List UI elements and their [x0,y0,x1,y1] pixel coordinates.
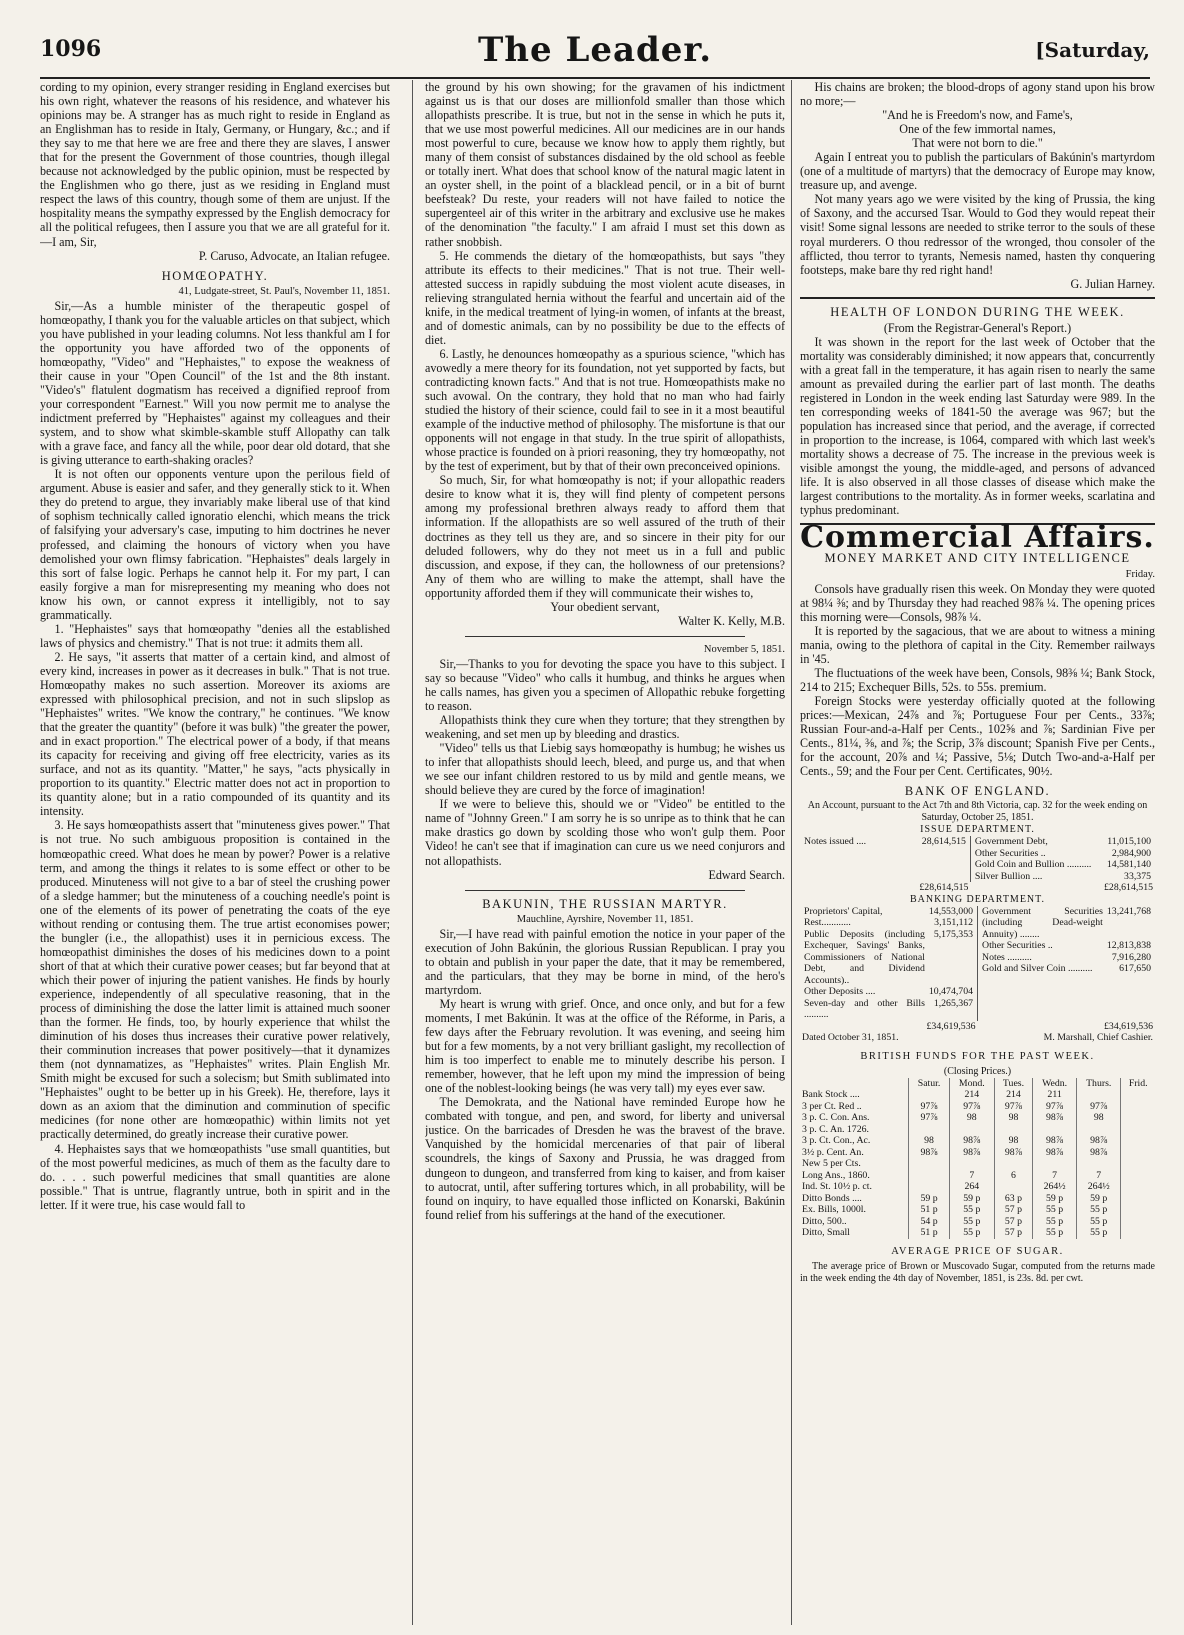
bank-signature-row [800,1032,1155,1044]
table-cell [1121,1204,1155,1216]
section-divider [800,297,1155,299]
table-row [800,1124,1155,1136]
table-cell: 59 p [1033,1193,1077,1205]
table-cell [1121,1193,1155,1205]
homeopathy-paragraph: It is not often our opponents venture upon the perilous field of argument. Abuse is easier and safer, and they generally stick to it. When they do pretend to argue, they invariably make liberal use of that kind of sophism technically called ignoratio elenchi, which means the trick of falsifying your adversary's case, imputing to him doctrines he never professed, and claiming the honours of victory when you have demolished your own flimsy fabrication. "Hephaistes" deals largely in this sort of false logic. Perhaps he cannot help it. For my part, I can easily forgive a man for misrepresenting my meaning who does not know his own, or cannot express it intelligibly, not to say grammatically. [40,467,390,622]
kelly-closing: Your obedient servant, [550,599,660,614]
search-signature: Edward Search. [708,867,785,882]
table-cell: 7 [1033,1170,1077,1182]
table-header-row [800,1078,1155,1090]
column-header [800,1078,909,1090]
table-cell: 7 [1077,1170,1121,1182]
table-row [800,1135,1155,1147]
british-funds-table [800,1078,1155,1239]
table-row [800,1158,1155,1170]
table-cell: 98⅞ [1077,1147,1121,1159]
table-cell: 3 p. C. An. 1726. [802,1123,869,1135]
table-cell: 211 [1033,1089,1077,1101]
table-cell: 55 p [949,1216,994,1228]
table-cell: Government Securities (including Dead-weight Annuity) ........ [982,905,1103,940]
masthead-title: The Leader. [477,30,713,70]
table-cell: 33,375 [1124,870,1151,882]
search-paragraph: Sir,—Thanks to you for devoting the space you have to this subject. I say so because "Video" who calls it humbug, and thinks he argues when he calls names, has given you a specimen of Allopathic rebuke forgetting to reason. [425,656,785,714]
table-cell: Bank Stock .... [802,1089,860,1101]
table-cell: 55 p [1077,1204,1121,1216]
table-cell [1121,1124,1155,1136]
column-header: Satur. [909,1078,949,1090]
table-cell [994,1158,1032,1170]
table-row [802,906,975,918]
table-cell: 10,474,704 [928,986,973,998]
health-paragraph: It was shown in the report for the last week of October that the mortality was considerably diminished; it now appears that, concurrently with a great fall in the temperature, it has again risen to nearly the same amount as prevailed during the earlier part of last month. The deaths registered in London in the week ending last Saturday were 989. In the ten corresponding weeks of 1841-50 the average was 967; but the population has increased since that period, and the average, if corrected in proportion to the increase, is 1064, compared with which last week's mortality shows a decrease of 75. The increase in the previous week is visible amongst the young, the middle-aged, and persons of advanced life. It is also observed in all those classes of disease which make the largest contributions to the mortality. As in former weeks, scarlatina and typhus predominant. [800,334,1155,518]
table-cell: 97⅞ [909,1112,949,1124]
table-cell: Silver Bullion .... [974,870,1043,882]
harney-signature: G. Julian Harney. [1070,276,1155,291]
bakunin-continued: His chains are broken; the blood-drops of agony stand upon his brow no more;— [800,80,1155,109]
column-header: Thurs. [1077,1078,1121,1090]
table-cell: Gold Coin and Bullion .......... [974,859,1092,871]
table-cell: 7 [949,1170,994,1182]
table-cell: 11,015,100 [1107,836,1151,848]
table-cell: 214 [949,1089,994,1101]
money-market-day: Friday. [1125,568,1155,580]
table-cell: 1,265,367 [933,997,973,1009]
bakunin-paragraph: Sir,—I have read with painful emotion the notice in your paper of the execution of John Bakúnin, the glorious Russian Republican. I pray you to obtain and publish in your paper the date, that it may be remembered, and the particulars, that they may be borne in mind, of the hero's martyrdom. [425,926,785,997]
money-market-heading: MONEY MARKET AND CITY INTELLIGENCE [824,551,1131,566]
table-cell: 6 [994,1170,1032,1182]
money-paragraph: Consols have gradually risen this week. On Monday they were quoted at 98¼ ⅜; and by Thursday they had reached 98⅞ ¼. The opening prices this morning were—Consols, 98⅞ ¼. [800,581,1155,624]
table-cell: 264½ [1033,1181,1077,1193]
bank-cashier-signature: M. Marshall, Chief Cashier. [1043,1032,1153,1044]
kelly-paragraph: the ground by his own showing; for the gravamen of his indictment against us is that our doses are millionfold smaller than those which allopathists prescribe. It is true, but not in the sense in which he puts it, that we use most powerful medicines. All our medicines are in our hands most powerful to cure, because we know how to apply them rightly, but many of them consist of substances disdained by the old school as feeble or totally inert. What does that school know of the natural magic latent in an oyster shell, in the point of a blacklead pencil, or in a bit of burnt beefsteak? Du reste, your readers will not have failed to notice the supergenteel air of this writer in the arbitrary and exclusive use he makes of the denomination "the faculty." I am afraid I must set this down as rather snobbish. [425,80,785,249]
table-cell [1121,1216,1155,1228]
table-cell: 59 p [909,1193,949,1205]
table-cell: Other Deposits .... [804,986,876,998]
table-row [973,871,1153,883]
table-cell: Proprietors' Capital, [804,905,883,917]
table-cell: 98⅞ [1033,1147,1077,1159]
table-cell: 98 [994,1112,1032,1124]
table-cell: Gold and Silver Coin .......... [982,963,1093,975]
table-cell: 98⅞ [1033,1112,1077,1124]
table-cell: 28,614,515 [921,836,966,848]
search-paragraph: Allopathists think they cure when they torture; that they strengthen by weakening, and set men up by bleeding and drastics. [425,713,785,742]
money-paragraph: Foreign Stocks were yesterday officially quoted at the following prices:—Mexican, 24⅞ and ⅞; Portuguese Four per Cents., 33⅞; Russian Four-and-a-Half per Cents., 102⅝ and ⅞; Sardinian Five per Cents., 81¼, ⅜, and ⅞; the Scrip, 3⅞ discount; Spanish Five per Cents., for the account, 20⅞ and ¼; Passive, 5⅛; Dutch Two-and-a-Half per Cents., 59; and the Four per Cent. Certificates, 90½. [800,693,1155,779]
table-cell: Ex. Bills, 1000l. [802,1204,866,1216]
table-cell [1033,1124,1077,1136]
banking-department-table [800,906,1155,1033]
table-cell: 55 p [949,1204,994,1216]
bakunin-paragraph: Not many years ago we were visited by the king of Prussia, the king of Saxony, and the accursed Tsar. Would to God they would repeat their visit! Some signal lessons are needed to strike terror to the souls of these royal murderers. O thou redressor of the wronged, thou consoler of the afflicted, thou terror to tyrants, Nemesis named, hasten thy conquering footsteps, make bare thy red right hand! [800,192,1155,277]
table-cell [1077,1158,1121,1170]
bakunin-paragraph: Again I entreat you to publish the particulars of Bakúnin's martyrdom (one of a multitude of martyrs) that the democracy of Europe may know, treasure up, and avenge. [800,150,1155,193]
table-cell [1077,1124,1121,1136]
table-cell: 5,175,353 [933,928,973,940]
header-rule [40,77,1150,79]
table-cell [1121,1135,1155,1147]
table-row [800,1193,1155,1205]
table-cell: 617,650 [1119,963,1151,975]
table-row [973,836,1153,848]
table-cell: Seven-day and other Bills .......... [804,997,925,1021]
table-cell [1121,1181,1155,1193]
table-cell: 59 p [1077,1193,1121,1205]
column-header: Mond. [949,1078,994,1090]
table-row [800,1204,1155,1216]
table-row [802,836,968,848]
bakunin-paragraph: The Demokrata, and the National have reminded Europe how he combated with tongue, and pen, and sword, for liberty and universal justice. On the barricades of Dresden he was the bravest of the brave. Vanquished by the homicidal mercenaries of that pair of liberal scoundrels, the kings of Saxony and Prussia, he was dragged from dungeon to dungeon, and transferred from king to kaiser, and from kaiser to autocrat, until, after suffering tortures which, in all probability, will be found on inquiry, to have equalled those inflicted on Konarski, Bakúnin found relief from his sufferings at the hand of the executioner. [425,1095,785,1222]
homeopathy-paragraph: 4. Hephaistes says that we homœopathists "use small quantities, but of the most powerful medicines, as much of them as the faculty dare to do. . . . such powerful medicines that small quantities are alone possible." That is untrue, flagrantly untrue, both in spirit and in the letter. If it were true, his case would fall to [40,1141,390,1212]
table-cell: 54 p [909,1216,949,1228]
table-cell: 3 p. Ct. Con., Ac. [802,1135,871,1147]
table-cell: 63 p [994,1193,1032,1205]
caruso-signature: P. Caruso, Advocate, an Italian refugee. [198,248,390,263]
kelly-paragraph: 6. Lastly, he denounces homœopathy as a spurious science, "which has avowedly a mere theory for its foundation, not yet supported by facts, but contradicting known facts." And that is not true. Homœopathists make no such avowal. On the contrary, they hold that no man who had fairly studied the history of their science, could fail to see in it a most beautiful example of the inductive method of philosophy. The misfortune is that our opponents will not engage in that study. In the true spirit of allopathists, whose practice is founded on à priori reasoning, they try homœopathy, not by the test of experiment, but by that of their own preconceived opinions. [425,346,785,474]
table-cell: 98 [994,1135,1032,1147]
column-left [40,80,390,1620]
table-cell: Long Ans., 1860. [802,1169,870,1181]
table-cell: Notes issued .... [804,836,867,848]
bakunin-paragraph: My heart is wrung with grief. Once, and once only, and but for a few moments, I met Bakúnin. It was at the office of the Réforme, in Paris, a few days after the February revolution. It was evening, and seeing him but for a few moments, by a not very brilliant gaslight, my recollection of him is too imperfect to enable me to minutely describe his person. I remember, however, that he left upon my mind the impression of being one of the noblest-looking beings (he was very tall) my eyes ever saw. [425,996,785,1096]
search-paragraph: "Video" tells us that Liebig says homœopathy is humbug; he wishes us to infer that allopathists should leech, bleed, and purge us, and that when we see our infant children restored to us by mild and gentle means, we should believe they are cured by the force of imagination! [425,741,785,798]
table-row [980,963,1153,975]
table-total: £34,619,536 [1104,1020,1153,1032]
british-funds-subheading: (Closing Prices.) [943,1065,1012,1077]
table-cell [909,1158,949,1170]
table-row [800,1216,1155,1228]
verse-line: One of the few immortal names, [899,122,1056,137]
table-cell: 2,984,900 [1111,847,1151,859]
sugar-heading: AVERAGE PRICE OF SUGAR. [891,1245,1064,1257]
column-divider [791,80,792,1625]
section-divider [465,890,745,891]
issue-department-table [800,836,1155,894]
bakunin-dateline: Mauchline, Ayrshire, November 11, 1851. [516,913,694,925]
table-cell: Ind. St. 10½ p. ct. [802,1181,872,1193]
table-cell [1121,1227,1155,1239]
kelly-signature: Walter K. Kelly, M.B. [678,613,785,628]
banking-department-heading: BANKING DEPARTMENT. [909,893,1046,905]
table-total: £34,619,536 [926,1020,976,1032]
kelly-paragraph: 5. He commends the dietary of the homœopathists, but says "they attribute its effects to their medicines." That is not true. Their well-attested success in rapidly subduing the most violent acute diseases, in relieving strangulated hernia without the fearful and uncertain aid of the knife, in the medical treatment of lying-in women, of infants at the breast, and of domestic animals, can by no possibility be due to the effects of diet. [425,248,785,347]
table-row [802,998,975,1021]
table-total: £28,614,515 [1104,882,1153,894]
table-cell: New 5 per Cts. [802,1158,861,1170]
table-cell: Ditto, 500.. [802,1215,847,1227]
table-cell [949,1158,994,1170]
table-cell: 59 p [949,1193,994,1205]
sugar-paragraph: The average price of Brown or Muscovado Sugar, computed from the returns made in the week ending the 4th day of November, 1851, is 23s. 8d. per cwt. [800,1260,1155,1284]
table-cell [1121,1170,1155,1182]
table-cell: Government Debt, [974,836,1048,848]
table-cell [1121,1147,1155,1159]
table-cell: 98⅞ [994,1147,1032,1159]
table-cell: Notes .......... [982,951,1032,963]
homeopathy-paragraph: 2. He says, "it asserts that matter of a certain kind, and almost of every kind, increases in power as it decreases in bulk." That is not true. Homœopathy makes no such assertion. Moreover its axioms are expressed with philosophical precision, and not in such slipslop as "Hephaistes" writes. "We know the contrary," he continues. "We know that the greater the quantity" (before it was bulk) "the greater the power, and in exact proportion." The electrical power of a body, if that means its capacity for receiving and giving off free electricity, varies as its surface, and not as its quantity. "Matter," he says, "acts physically in proportion to its quantity." Electric matter does not act in proportion to its quantity alone; but in a ratio compounded of its quantity and its intensity. [40,649,390,819]
table-cell: 13,241,768 [1106,905,1151,917]
table-cell: Public Deposits (including Exchequer, Savings' Banks, Commissioners of National Debt, and Dividend Accounts).. [804,928,925,986]
table-cell [1033,1158,1077,1170]
table-cell: 3 p. C. Con. Ans. [802,1112,870,1124]
table-cell [1121,1089,1155,1101]
table-cell: Rest............ [804,917,851,929]
bank-date: Dated October 31, 1851. [802,1032,899,1044]
table-cell: 98 [909,1135,949,1147]
column-divider [412,80,413,1625]
table-cell [994,1124,1032,1136]
table-cell: 51 p [909,1227,949,1239]
table-cell: 7,916,280 [1111,951,1151,963]
table-cell: 57 p [994,1227,1032,1239]
table-row [800,1101,1155,1113]
table-cell: 55 p [1033,1227,1077,1239]
british-funds-heading: BRITISH FUNDS FOR THE PAST WEEK. [860,1050,1095,1062]
search-paragraph: If we were to believe this, should we or "Video" be entitled to the name of "Johnny Green." I am sorry he is so unripe as to think that he can make drastics go down by scolding those who won't gulp them. Poor Video! he can't see that if imagination can cure us we need conjurors and not allopathists. [425,797,785,868]
table-cell: 14,581,140 [1106,859,1151,871]
table-row [800,1227,1155,1239]
table-row [800,1112,1155,1124]
table-cell: 98 [1077,1112,1121,1124]
table-cell: 3,151,112 [934,917,973,929]
table-row [980,906,1153,941]
table-cell: 3 per Ct. Red .. [802,1100,862,1112]
table-cell: 57 p [994,1204,1032,1216]
commercial-affairs-heading: Commercial Affairs. [800,520,1155,556]
table-cell: 55 p [1077,1227,1121,1239]
money-paragraph: The fluctuations of the week have been, Consols, 98⅜ ¼; Bank Stock, 214 to 215; Exchequer Bills, 52s. to 55s. premium. [800,665,1155,694]
table-cell [1077,1089,1121,1101]
table-cell: 97⅞ [949,1101,994,1113]
column-header: Wedn. [1033,1078,1077,1090]
table-row [802,929,975,987]
table-cell: Ditto, Small [802,1227,850,1239]
table-cell: 98⅞ [1033,1135,1077,1147]
table-cell [909,1089,949,1101]
table-cell: 98⅞ [949,1135,994,1147]
table-row [800,1181,1155,1193]
table-cell: 97⅞ [994,1101,1032,1113]
table-cell [1121,1101,1155,1113]
table-cell: 55 p [949,1227,994,1239]
table-cell [949,1124,994,1136]
table-cell: 57 p [994,1216,1032,1228]
table-cell [1121,1158,1155,1170]
table-cell: 55 p [1077,1216,1121,1228]
homeopathy-heading: HOMŒOPATHY. [161,268,269,283]
bank-of-england-heading: BANK OF ENGLAND. [904,784,1051,799]
table-total: £28,614,515 [919,882,969,894]
homeopathy-paragraph: 1. "Hephaistes" says that homœopathy "denies all the established laws of physics and chemistry." That is not true: it admits them all. [40,621,390,650]
table-cell: 214 [994,1089,1032,1101]
table-cell: 3½ p. Cent. An. [802,1146,864,1158]
table-cell: 98⅞ [949,1147,994,1159]
table-row [980,952,1153,964]
search-dateline: November 5, 1851. [703,643,785,655]
issue-department-heading: ISSUE DEPARTMENT. [920,824,1035,836]
table-cell: 98⅞ [1077,1135,1121,1147]
column-middle [425,80,785,1620]
table-row [800,1089,1155,1101]
table-row [973,848,1153,860]
kelly-paragraph: So much, Sir, for what homœopathy is not; if your allopathic readers desire to know what it is, they will find plenty of competent persons among my professional brethren always ready to afford them that information. If the allopathists are so well assured of the truth of their doctrines as they tell us they are, and so sincere in their pity for our deluded followers, why do they not meet us in a full and public discussion, and expose, if they can, the hollowness of our pretensions? Any of them who are willing to make the attempt, shall have the opportunity afforded them if they will communicate their wishes to, [425,473,785,600]
issue-day: [Saturday, [1035,38,1150,62]
table-cell [1121,1112,1155,1124]
table-row [802,917,975,929]
homeopathy-dateline: 41, Ludgate-street, St. Paul's, November 11, 1851. [178,285,390,297]
homeopathy-paragraph: Sir,—As a humble minister of the therapeutic gospel of homœopathy, I thank you for the valuable articles on that subject, which you have published in your leading columns. Not less thankful am I for the opportunity you have afforded two of the opponents of homœopathy, "Video" and "Hephaistes," to expose the weakness of their cause in your "Open Council" of the 1st and the 8th instant. "Video's" flatulent dogmatism has received a dignified reproof from your correspondent "Earnest." Will you now permit me to analyse the indictment preferred by "Hephaistes" against my colleagues and their system, and to show what skimble-skamble stuff Allopathy can talk with a grave face, and fancy all the while, poor dear old dotard, that she is giving utterance to earth-shaking oracles? [40,298,390,468]
table-row [800,1147,1155,1159]
verse-line: "And he is Freedom's now, and Fame's, [882,108,1073,123]
money-paragraph: It is reported by the sagacious, that we are about to witness a mining mania, owing to the plethora of capital in the City. Remember railways in '45. [800,623,1155,666]
table-cell [909,1170,949,1182]
table-cell: 55 p [1033,1204,1077,1216]
table-row [980,940,1153,952]
verse-line: That were not born to die." [912,136,1043,151]
health-heading: HEALTH OF LONDON DURING THE WEEK. [830,304,1125,319]
table-row [973,859,1153,871]
table-cell: 98 [949,1112,994,1124]
table-cell: 264 [949,1181,994,1193]
column-header: Tues. [994,1078,1032,1090]
health-subheading: (From the Registrar-General's Report.) [883,320,1072,335]
table-cell: 98⅞ [909,1147,949,1159]
table-cell: 97⅞ [909,1101,949,1113]
table-cell: 12,813,838 [1106,940,1151,952]
table-cell: 264½ [1077,1181,1121,1193]
column-header: Frid. [1121,1078,1155,1090]
table-cell: 97⅞ [1077,1101,1121,1113]
table-cell: Other Securities .. [974,847,1046,859]
table-cell [909,1124,949,1136]
page-number: 1096 [40,36,102,62]
homeopathy-paragraph: 3. He says homœopathists assert that "minuteness gives power." That is not true. No such ambiguous proposition is contained in the homœopathic creed. What does he mean by power? Power is a relative term, and among the things it relates to is some effect or other to be produced. Minuteness will not give to a bar of steel the crushing power of a sledge hammer; but the minuteness of a couching needle's point is one of the elements of its power of penetrating the coats of the eye without rending or contusing them. The true artist economises power; the bungler (i.e., the allopathist) uses it in pernicious excess. The homœopathist diminishes the doses of his medicines down to a point short of that at which their curative power ceases; but far beyond that at which their power of injuring the patient vanishes. He finds by hourly experience, independently of all speculative reasoning, that in the process of diminishing the dose the latter limit is attained much sooner than the former. He finds, too, by hourly experience that whilst the diminution of his doses thus increases their curative power relatively, their comminution increases that power positively—that it dynamizes them (not dynnamatizes, as "Hephaistes" writes. Plain English Mr. Smith might be excused for such a solecism; but Smith sublimated into "Hephaistes" ought to be better up in his Greek). He, therefore, lays it down as an axiom that the diminution and comminution of specific medicines (for none other are homœopathic) within limits not yet practically determined, do greatly increase their curative power. [40,818,390,1142]
table-cell: Ditto Bonds .... [802,1192,862,1204]
bank-subheading: An Account, pursuant to the Act 7th and 8th Victoria, cap. 32 for the week ending on Saturday, October 25, 1851. [807,800,1148,824]
page-header [40,30,1150,78]
column-right [800,80,1155,1620]
table-cell [909,1181,949,1193]
table-cell: Other Securities .. [982,940,1053,952]
section-divider [465,636,745,637]
table-cell: 55 p [1033,1216,1077,1228]
table-row [800,1170,1155,1182]
bakunin-heading: BAKUNIN, THE RUSSIAN MARTYR. [482,896,728,911]
table-cell: 97⅞ [1033,1101,1077,1113]
caruso-letter-end: cording to my opinion, every stranger residing in England exercises but his own right, whatever the reasons of his residence, and whatever his opinions may be. A stranger has as much right to reside in England as an Englishman has to reside in Italy, Germany, or Hungary, &c.; and if they say to me that here we are free and there they are slaves, I answer that for the present the Government of those countries, though illegal because not acknowledged by the public opinion, must be respected by the Englishmen who go there, just as we residing in England must respect the laws of this country, though some of them are unjust. If the hospitality means the sympathy expressed by the English democracy for all the political refugees, then I assure you that we are all grateful for it.—I am, Sir, [40,80,390,249]
table-cell [994,1181,1032,1193]
table-cell: 14,553,000 [928,905,973,917]
table-row [802,986,975,998]
table-cell: 51 p [909,1204,949,1216]
